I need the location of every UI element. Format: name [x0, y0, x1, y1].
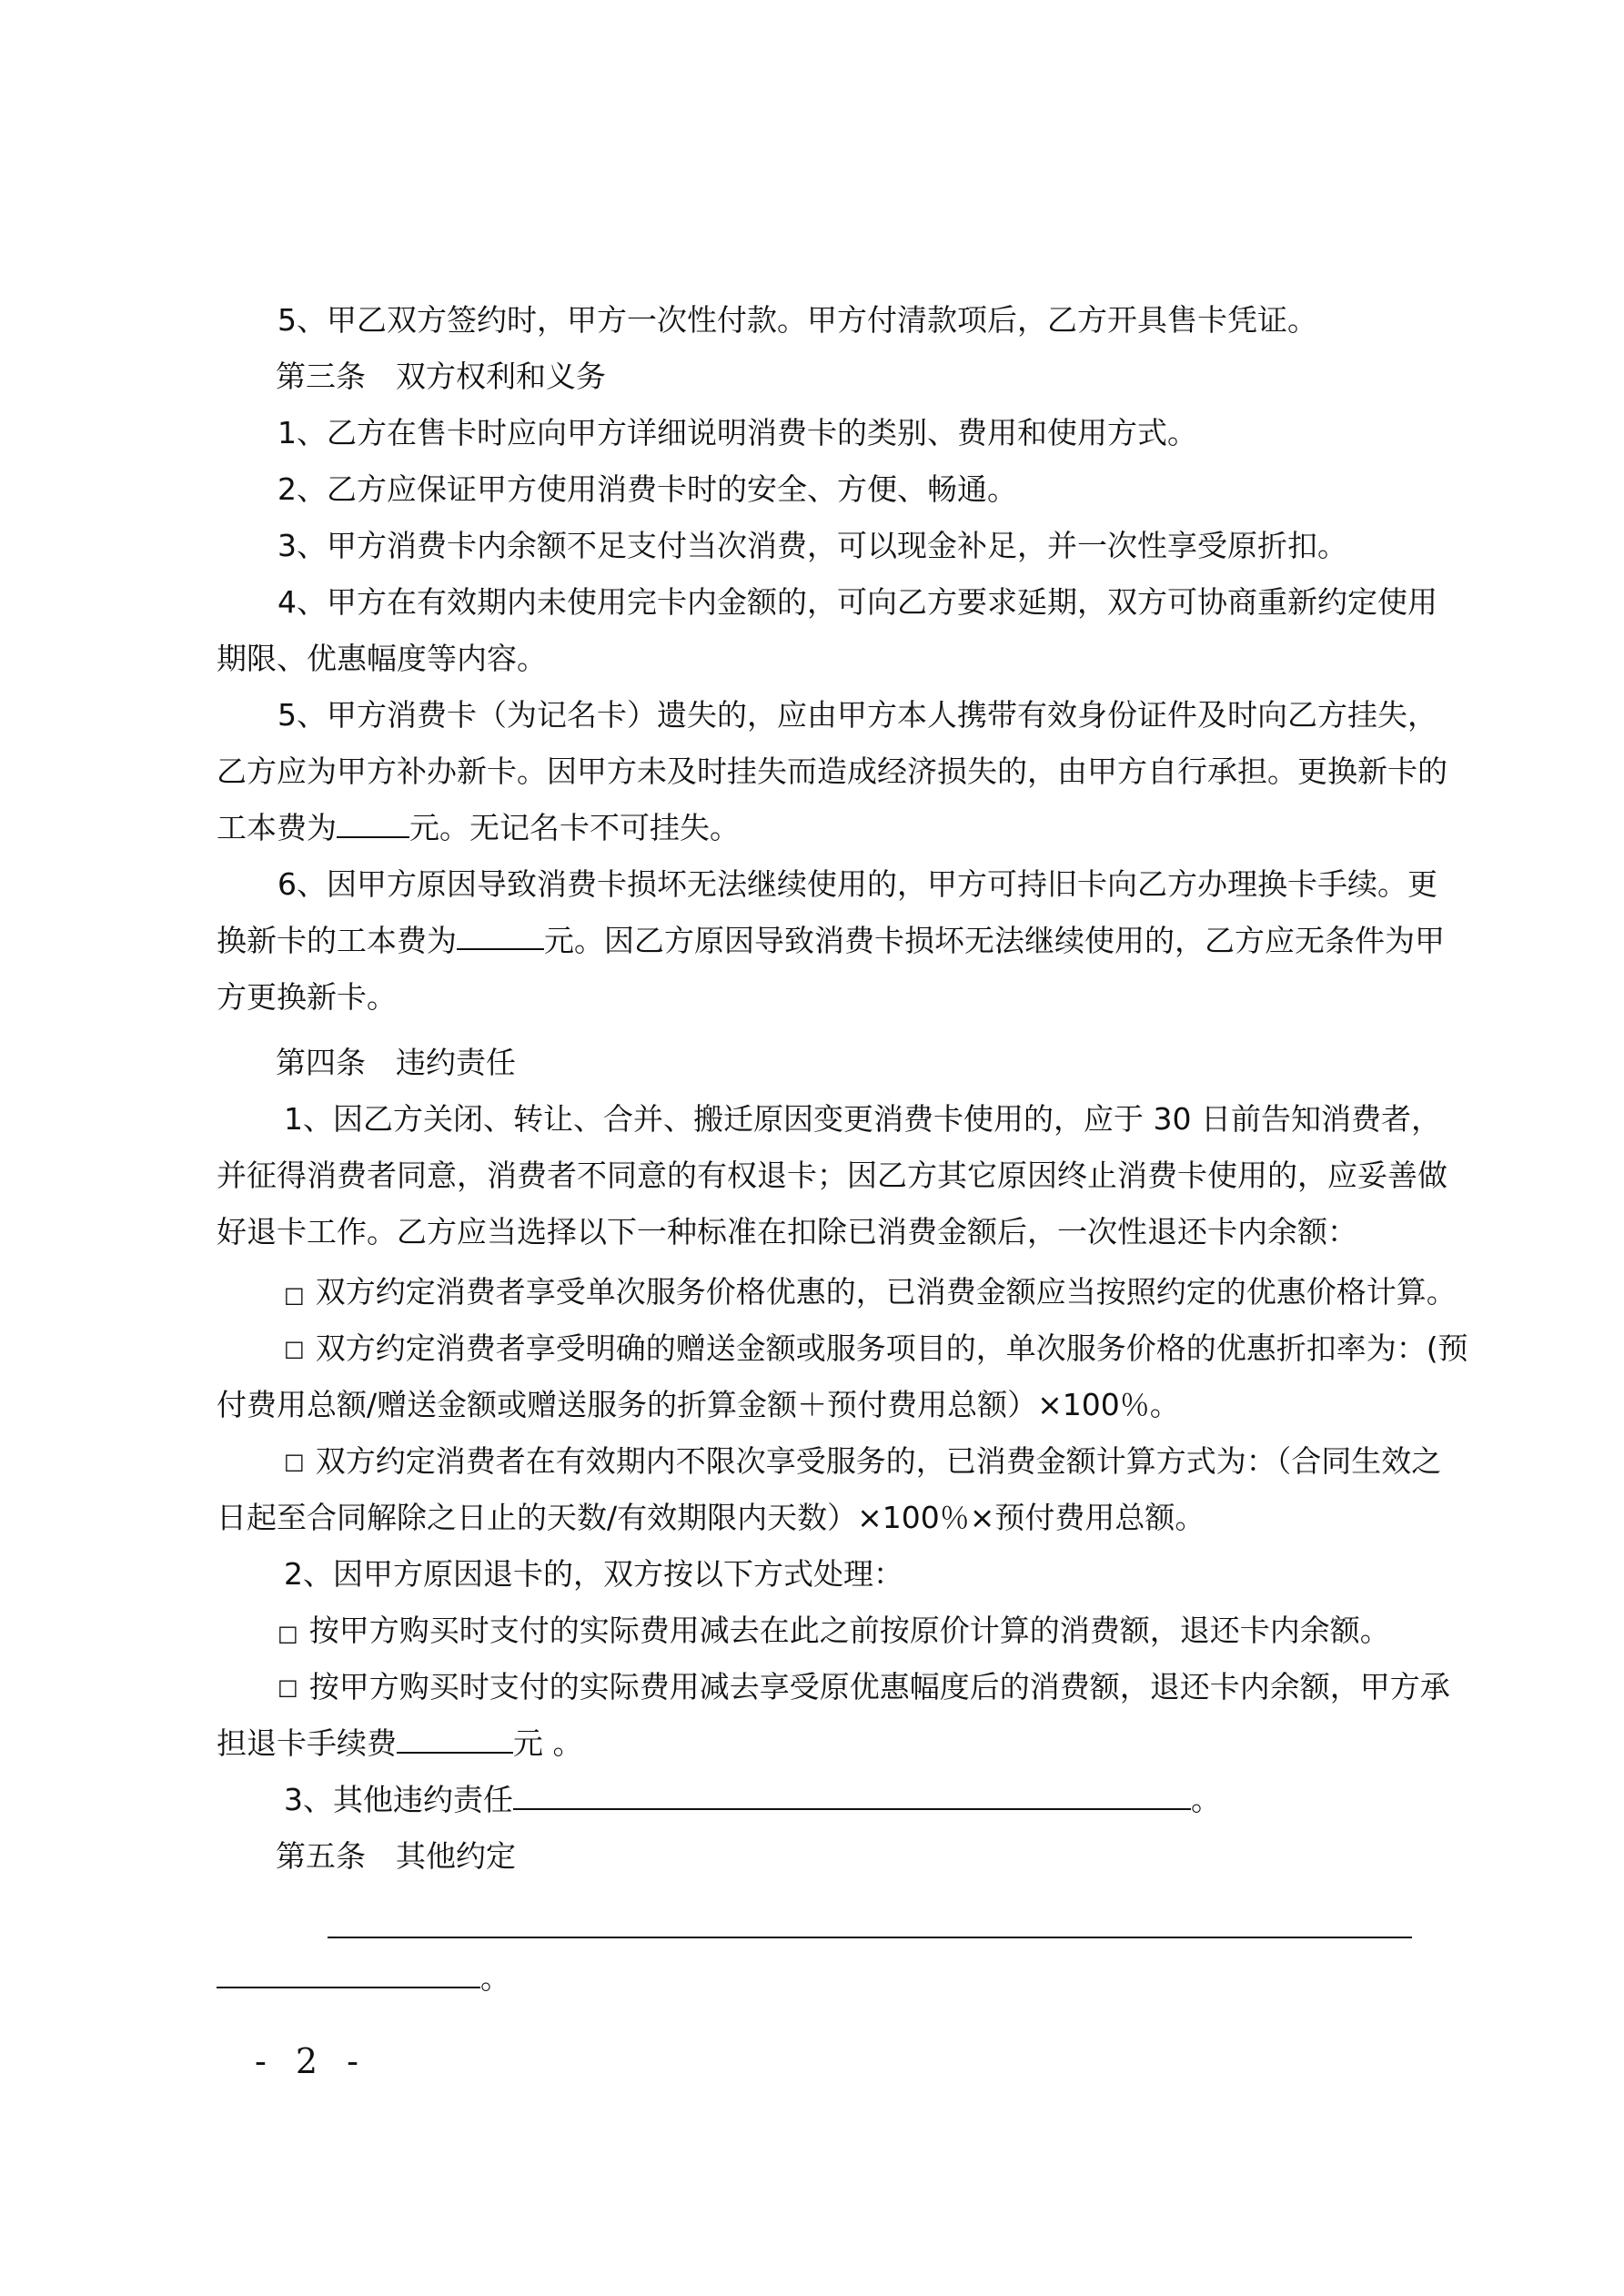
- article-3-item-6-line-3: 方更换新卡。: [217, 979, 397, 1015]
- article-4-item-1-line-3: 好退卡工作。乙方应当选择以下一种标准在扣除已消费金额后，一次性退还卡内余额：: [217, 1214, 1357, 1249]
- fee-blank-2[interactable]: [457, 921, 544, 950]
- replacement-fee-label: 换新卡的工本费为: [217, 923, 457, 958]
- checkbox-icon[interactable]: □: [284, 1336, 305, 1361]
- article-3-item-1: 1、乙方在售卡时应向甲方详细说明消费卡的类别、费用和使用方式。: [277, 415, 1197, 450]
- option-unlimited-line-2: 日起至合同解除之日止的天数/有效期限内天数）×100％×预付费用总额。: [217, 1500, 1205, 1535]
- article-3-heading: 第三条 双方权利和义务: [276, 359, 606, 394]
- refund-fee-suffix: 元 。: [513, 1725, 583, 1761]
- article-3-item-4-line-1: 4、甲方在有效期内未使用完卡内金额的，可向乙方要求延期，双方可协商重新约定使用: [277, 584, 1437, 620]
- option-text: 双方约定消费者在有效期内不限次享受服务的，已消费金额计算方式为：（合同生效之: [315, 1443, 1442, 1479]
- option-single-discount: [284, 1272, 1457, 1315]
- checkbox-icon[interactable]: □: [284, 1449, 305, 1474]
- page-number: - 2 -: [255, 2041, 368, 2081]
- checkbox-icon[interactable]: □: [277, 1674, 298, 1700]
- option-original-price: [277, 1611, 1390, 1654]
- article-3-item-2: 2、乙方应保证甲方使用消费卡时的安全、方便、畅通。: [277, 471, 1017, 507]
- article-4-item-1-line-2: 并征得消费者同意，消费者不同意的有权退卡；因乙方其它原因终止消费卡使用的，应妥善做: [217, 1158, 1447, 1193]
- article-3-item-5-line-3: [217, 808, 740, 848]
- article-3-item-5-line-1: 5、甲方消费卡（为记名卡）遗失的，应由甲方本人携带有效身份证件及时向乙方挂失，: [277, 697, 1437, 733]
- other-terms-blank-line-1[interactable]: [328, 1937, 1412, 1938]
- article-4-item-3: [284, 1780, 1221, 1820]
- article-3-item-3: 3、甲方消费卡内余额不足支付当次消费，可以现金补足，并一次性享受原折扣。: [277, 528, 1347, 563]
- replacement-fee-suffix: 元。因乙方原因导致消费卡损坏无法继续使用的，乙方应无条件为甲: [544, 923, 1445, 958]
- other-terms-blank-line-2[interactable]: [217, 1959, 480, 1988]
- option-gift-amount-line-1: [284, 1329, 1468, 1369]
- article-4-item-2: 2、因甲方原因退卡的，双方按以下方式处理：: [284, 1556, 903, 1592]
- option-text: 双方约定消费者享受单次服务价格优惠的，已消费金额应当按照约定的优惠价格计算。: [315, 1274, 1457, 1310]
- article-4-item-1-line-1: 1、因乙方关闭、转让、合并、搬迁原因变更消费卡使用的，应于 30 日前告知消费者，: [284, 1101, 1441, 1137]
- article-3-item-6-line-1: 6、因甲方原因导致消费卡损坏无法继续使用的，甲方可持旧卡向乙方办理换卡手续。更: [277, 866, 1437, 902]
- article-3-item-6-line-2: [217, 921, 1445, 961]
- option-gift-amount-line-2: 付费用总额/赠送金额或赠送服务的折算金额＋预付费用总额）×100％。: [217, 1387, 1180, 1422]
- option-text: 按甲方购买时支付的实际费用减去在此之前按原价计算的消费额，退还卡内余额。: [308, 1613, 1390, 1648]
- other-liability-label: 3、其他违约责任: [284, 1782, 513, 1817]
- checkbox-icon[interactable]: □: [277, 1621, 298, 1646]
- clause-2-item-5: 5、甲乙双方签约时，甲方一次性付款。甲方付清款项后，乙方开具售卡凭证。: [277, 302, 1317, 338]
- option-text: 按甲方购买时支付的实际费用减去享受原优惠幅度后的消费额，退还卡内余额，甲方承: [308, 1669, 1450, 1704]
- article-3-item-4-line-2: 期限、优惠幅度等内容。: [217, 641, 547, 676]
- refund-fee-blank[interactable]: [397, 1725, 513, 1754]
- option-discounted-line-2: [217, 1724, 583, 1764]
- fee-label: 工本费为: [217, 810, 337, 845]
- option-discounted-line-1: [277, 1667, 1450, 1707]
- refund-fee-label: 担退卡手续费: [217, 1725, 397, 1761]
- other-terms-line-2: [217, 1958, 510, 1998]
- fee-suffix: 元。无记名卡不可挂失。: [409, 810, 740, 845]
- other-terms-suffix: 。: [480, 1960, 510, 1996]
- option-unlimited-line-1: [284, 1441, 1442, 1482]
- article-4-heading: 第四条 违约责任: [276, 1045, 516, 1080]
- article-5-heading: 第五条 其他约定: [276, 1838, 516, 1874]
- other-liability-blank[interactable]: [513, 1781, 1191, 1810]
- fee-blank-1[interactable]: [337, 809, 409, 838]
- article-3-item-5-line-2: 乙方应为甲方补办新卡。因甲方未及时挂失而造成经济损失的，由甲方自行承担。更换新卡的: [217, 754, 1447, 789]
- checkbox-icon[interactable]: □: [284, 1282, 305, 1308]
- option-text: 双方约定消费者享受明确的赠送金额或服务项目的，单次服务价格的优惠折扣率为：(预: [315, 1330, 1468, 1366]
- other-liability-suffix: 。: [1191, 1782, 1221, 1817]
